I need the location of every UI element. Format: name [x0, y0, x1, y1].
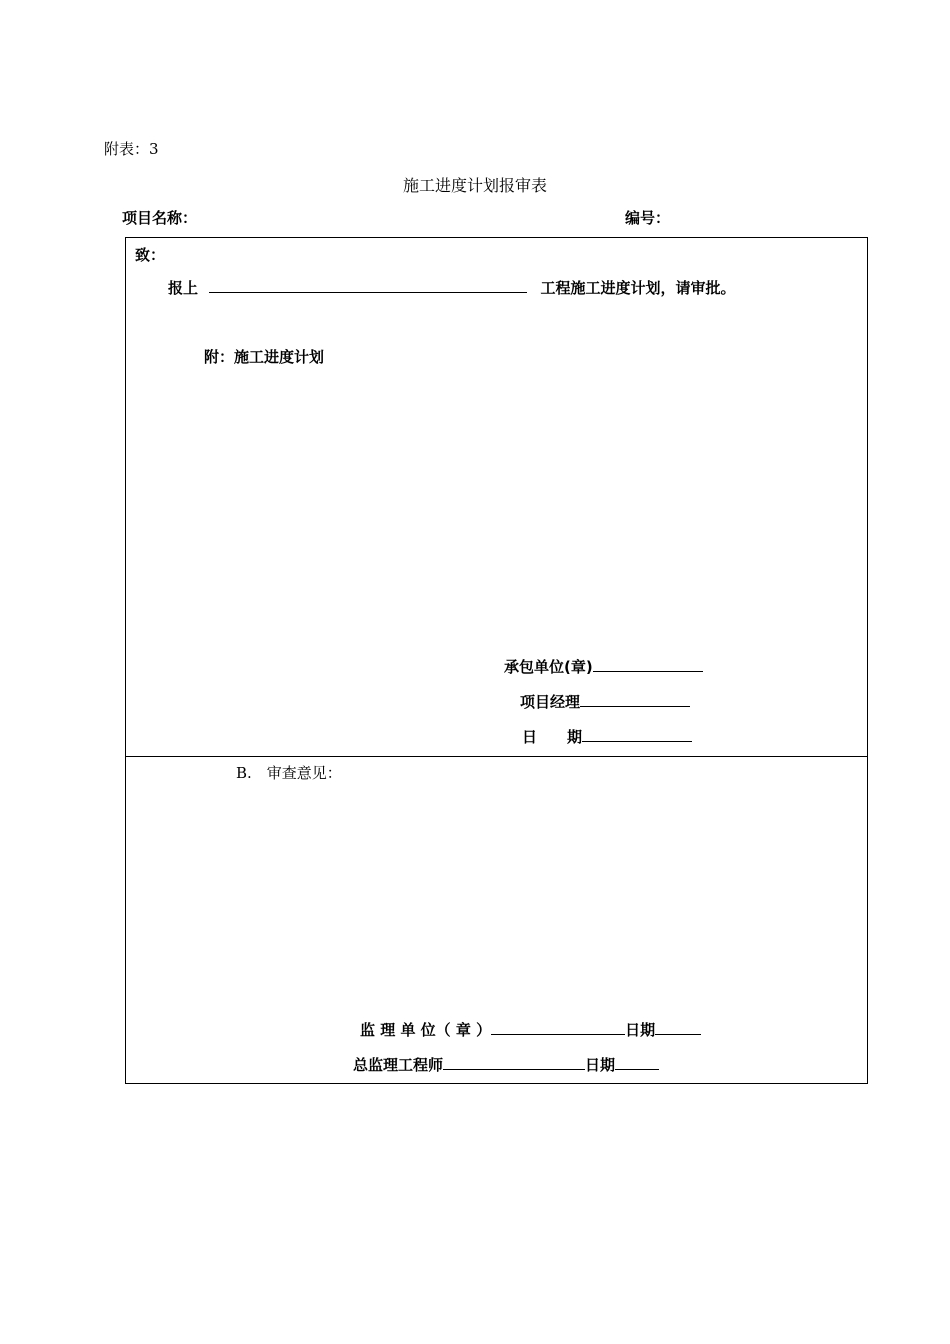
project-name-blank[interactable] — [209, 291, 527, 293]
contractor-section — [125, 237, 868, 757]
page-title: 施工进度计划报审表 — [402, 176, 547, 195]
appendix-label: 附表：3 — [104, 140, 159, 158]
date-blank-a[interactable] — [582, 740, 692, 742]
chief-engineer-blank[interactable] — [443, 1068, 585, 1070]
date-label-a: 日 期 — [522, 728, 583, 746]
report-suffix: 工程施工进度计划，请审批。 — [540, 279, 736, 297]
number-label: 编号： — [625, 209, 671, 227]
review-label: B. 审查意见： — [236, 764, 342, 782]
report-prefix: 报上 — [168, 279, 199, 297]
manager-blank[interactable] — [580, 705, 690, 707]
supervisor-signature-line — [360, 1019, 701, 1040]
contractor-signature-line — [504, 656, 703, 677]
contractor-label: 承包单位(章) — [504, 658, 593, 676]
contractor-blank[interactable] — [593, 670, 703, 672]
manager-label: 项目经理 — [520, 693, 581, 711]
date-blank-b1[interactable] — [655, 1033, 701, 1035]
date-label-b1: 日期 — [625, 1021, 656, 1039]
supervisor-unit-label: 监 理 单 位（ 章 ） — [360, 1021, 492, 1039]
date-blank-b2[interactable] — [615, 1068, 659, 1070]
date-label-b2: 日期 — [585, 1056, 616, 1074]
manager-signature-line — [520, 691, 690, 712]
project-name-label: 项目名称： — [122, 209, 198, 227]
date-line-a — [522, 726, 692, 747]
chief-engineer-signature-line — [353, 1054, 659, 1075]
attachment-label: 附：施工进度计划 — [204, 348, 325, 366]
to-label: 致： — [135, 246, 166, 264]
report-line — [168, 277, 736, 298]
chief-engineer-label: 总监理工程师 — [353, 1056, 444, 1074]
supervisor-blank[interactable] — [491, 1033, 625, 1035]
review-section — [125, 756, 868, 1084]
